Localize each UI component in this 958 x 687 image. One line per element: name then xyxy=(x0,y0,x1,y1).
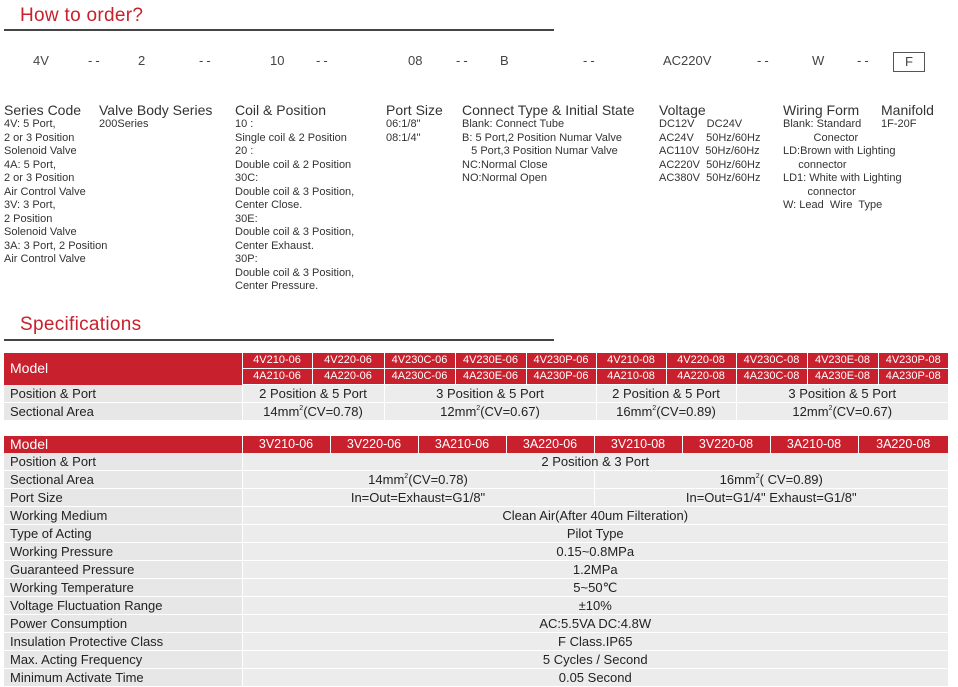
column-body: 1F-20F xyxy=(881,118,917,130)
code-dash: -- xyxy=(316,53,331,68)
row-value: Pilot Type xyxy=(242,525,948,543)
order-column-connect-type xyxy=(462,102,635,186)
table-row xyxy=(4,633,948,651)
model-cell: 4A230P-06 xyxy=(526,369,596,385)
specifications-title: Specifications xyxy=(20,314,142,335)
code-dash: -- xyxy=(583,53,598,68)
row-value: 5 Cycles / Second xyxy=(242,651,948,669)
row-value: F Class.IP65 xyxy=(242,633,948,651)
model-cell: 4V230P-08 xyxy=(878,353,948,369)
code-port-size: 08 xyxy=(408,53,423,68)
row-value: $14mm^2(CV=0.78)$ xyxy=(242,471,594,489)
row-value: In=Out=G1/4" Exhaust=G1/8" xyxy=(594,489,948,507)
code-dash: -- xyxy=(757,53,772,68)
table-row xyxy=(4,453,948,471)
model-cell: 4A230E-06 xyxy=(455,369,526,385)
model-cell: 4V210-06 xyxy=(242,353,312,369)
code-manifold-box: F xyxy=(893,52,925,72)
column-heading: Wiring Form xyxy=(783,102,860,118)
row-value: In=Out=Exhaust=G1/8" xyxy=(242,489,594,507)
row-label: Port Size xyxy=(4,489,242,507)
row-value: ±10% xyxy=(242,597,948,615)
model-cell: 4V230P-06 xyxy=(526,353,596,369)
model-cell: 4V230E-08 xyxy=(807,353,878,369)
row-value: Clean Air(After 40um Filteration) xyxy=(242,507,948,525)
row-value: 2 Position & 5 Port xyxy=(596,385,736,403)
code-connect-type: B xyxy=(500,53,509,68)
row-label: Power Consumption xyxy=(4,615,242,633)
table-row xyxy=(4,561,948,579)
column-heading: Connect Type & Initial State xyxy=(462,102,635,118)
column-body: Blank: Connect Tube B: 5 Port,2 Position Numar Valve 5 Port,3 Position Numar Valve NC:Normal Close NO:Normal Open xyxy=(462,118,622,184)
code-coil: 10 xyxy=(270,53,285,68)
order-column-voltage xyxy=(659,102,761,186)
how-to-order-rule xyxy=(4,29,554,31)
table-row xyxy=(4,669,948,687)
model-cell: 3V220-06 xyxy=(330,436,418,453)
table-row xyxy=(4,353,948,369)
table-row xyxy=(4,403,948,421)
column-body: Blank: Standard Conector LD:Brown with Lighting connector LD1: White with Lighting connector W: Lead Wire Type xyxy=(783,118,902,211)
model-cell: 4A220-08 xyxy=(666,369,736,385)
model-cell: 4V230C-08 xyxy=(736,353,807,369)
row-value: AC:5.5VA DC:4.8W xyxy=(242,615,948,633)
order-column-valve-body xyxy=(99,102,212,132)
column-body: 200Series xyxy=(99,118,149,130)
table-row xyxy=(4,507,948,525)
column-heading: Series Code xyxy=(4,102,82,118)
row-value: 0.05 Second xyxy=(242,669,948,687)
order-column-port-size xyxy=(386,102,443,145)
spec-table-3v-3a xyxy=(4,436,948,687)
row-value: $12mm^2(CV=0.67)$ xyxy=(384,403,596,421)
row-value: 5~50℃ xyxy=(242,579,948,597)
code-dash: -- xyxy=(857,53,872,68)
row-value: $12mm^2(CV=0.67)$ xyxy=(736,403,948,421)
table-row xyxy=(4,651,948,669)
model-cell: 3V210-08 xyxy=(594,436,682,453)
row-value: 3 Position & 5 Port xyxy=(384,385,596,403)
row-label: Working Medium xyxy=(4,507,242,525)
row-label: Voltage Fluctuation Range xyxy=(4,597,242,615)
row-value: $14mm^2(CV=0.78)$ xyxy=(242,403,384,421)
code-wiring: W xyxy=(812,53,825,68)
model-cell: 4A210-06 xyxy=(242,369,312,385)
column-heading: Coil & Position xyxy=(235,102,327,118)
model-cell: 3A220-06 xyxy=(506,436,594,453)
row-label: Working Pressure xyxy=(4,543,242,561)
table-row xyxy=(4,471,948,489)
table-row xyxy=(4,579,948,597)
row-label: Sectional Area xyxy=(4,471,242,489)
order-column-manifold xyxy=(881,102,934,132)
code-dash: -- xyxy=(88,53,103,68)
row-value: 2 Position & 3 Port xyxy=(242,453,948,471)
model-cell: 4A210-08 xyxy=(596,369,666,385)
model-cell: 4V230E-06 xyxy=(455,353,526,369)
table-row xyxy=(4,436,948,453)
table-row xyxy=(4,597,948,615)
model-cell: 4V230C-06 xyxy=(384,353,455,369)
model-cell: 4V210-08 xyxy=(596,353,666,369)
model-cell: 3A210-08 xyxy=(770,436,858,453)
row-label: Insulation Protective Class xyxy=(4,633,242,651)
table-row xyxy=(4,525,948,543)
how-to-order-title: How to order? xyxy=(20,5,144,26)
order-column-coil-position xyxy=(235,102,354,294)
code-dash: -- xyxy=(456,53,471,68)
column-body: 10 : Single coil & 2 Position 20 : Double coil & 2 Position 30C: Double coil & 3 Position, Center Close. 30E: Double coil & 3 Position, Center Exhaust. 30P: Double coil & 3 Position, Center Pressure. xyxy=(235,118,355,292)
table-row xyxy=(4,385,948,403)
model-cell: 4A230C-06 xyxy=(384,369,455,385)
model-cell: 3V220-08 xyxy=(682,436,770,453)
model-cell: 4V220-08 xyxy=(666,353,736,369)
column-heading: Voltage xyxy=(659,102,706,118)
table-row xyxy=(4,543,948,561)
column-heading: Port Size xyxy=(386,102,443,118)
model-label: Model xyxy=(4,436,242,453)
row-value: $16mm^2$( CV=0.89) xyxy=(594,471,948,489)
code-body-series: 2 xyxy=(138,53,146,68)
table-row xyxy=(4,489,948,507)
row-value: 2 Position & 5 Port xyxy=(242,385,384,403)
row-label: Position & Port xyxy=(4,385,242,403)
spec-table-4v-4a xyxy=(4,353,948,421)
row-value: 1.2MPa xyxy=(242,561,948,579)
column-body: 4V: 5 Port, 2 or 3 Position Solenoid Valve 4A: 5 Port, 2 or 3 Position Air Control Valve 3V: 3 Port, 2 Position Solenoid Valve 3A: 3 Port, 2 Position Air Control Valve xyxy=(4,118,108,265)
model-label: Model xyxy=(4,353,242,385)
row-label: Sectional Area xyxy=(4,403,242,421)
model-cell: 4A230C-08 xyxy=(736,369,807,385)
specifications-rule xyxy=(4,339,554,341)
column-heading: Manifold xyxy=(881,102,934,118)
model-cell: 4A230E-08 xyxy=(807,369,878,385)
code-series: 4V xyxy=(33,53,49,68)
column-heading: Valve Body Series xyxy=(99,102,213,118)
column-body: 06:1/8" 08:1/4" xyxy=(386,118,421,144)
model-cell: 4A220-06 xyxy=(312,369,384,385)
model-cell: 3V210-06 xyxy=(242,436,330,453)
table-row xyxy=(4,615,948,633)
code-voltage: AC220V xyxy=(663,53,712,68)
column-body: DC12V DC24V AC24V 50Hz/60Hz AC110V 50Hz/60Hz AC220V 50Hz/60Hz AC380V 50Hz/60Hz xyxy=(659,118,761,184)
model-cell: 3A220-08 xyxy=(858,436,948,453)
row-label: Type of Acting xyxy=(4,525,242,543)
row-label: Minimum Activate Time xyxy=(4,669,242,687)
row-label: Position & Port xyxy=(4,453,242,471)
model-cell: 4V220-06 xyxy=(312,353,384,369)
model-cell: 3A210-06 xyxy=(418,436,506,453)
code-dash: -- xyxy=(199,53,214,68)
row-value: 3 Position & 5 Port xyxy=(736,385,948,403)
model-cell: 4A230P-08 xyxy=(878,369,948,385)
row-value: $16mm^2(CV=0.89)$ xyxy=(596,403,736,421)
row-label: Guaranteed Pressure xyxy=(4,561,242,579)
row-label: Working Temperature xyxy=(4,579,242,597)
order-column-series-code xyxy=(4,102,107,267)
row-value: 0.15~0.8MPa xyxy=(242,543,948,561)
row-label: Max. Acting Frequency xyxy=(4,651,242,669)
